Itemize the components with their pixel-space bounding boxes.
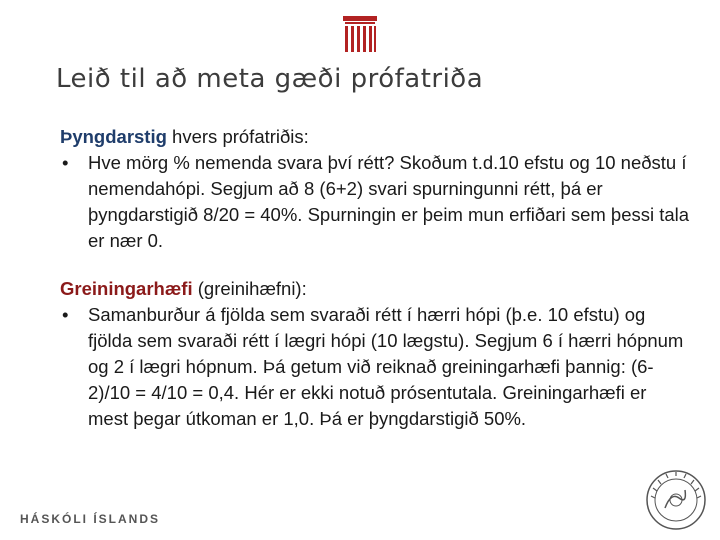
university-seal-icon [643,468,709,532]
bullet-text: Samanburður á fjölda sem svaraði rétt í hærri hópi (þ.e. 10 efstu) og fjölda sem svaraði rétt í lægri hópi (10 lægstu). Segjum 6 í hærri hópnum og 2 í lægri hópnum. Þá getum við reiknað greiningarhæfi þannig: (6-2)/10 = 4/10 = 0,4. Hér er ekki notuð prósentutala. Greiningarhæfi er mest þegar útkoman er 1,0. Þá er þyngdarstigið 50%. [88,304,684,429]
heading-rest: hvers prófatriðis: [166,126,309,147]
term-difficulty: Þyngdarstig [60,126,167,147]
bullet-item [60,302,690,432]
section-discrimination [60,276,690,432]
section-difficulty [60,124,690,254]
bullet-item [60,150,690,254]
slide-body [60,124,690,454]
university-logo-icon [337,14,383,54]
bullet-dot: • [62,152,69,173]
slide-title: Leið til að meta gæði prófatriða [56,64,484,94]
section-heading [60,124,690,150]
bullet-dot: • [62,304,69,325]
section-heading [60,276,690,302]
institution-name: HÁSKÓLI ÍSLANDS [20,512,161,526]
heading-rest: (greinihæfni): [192,278,307,299]
term-discrimination: Greiningarhæfi [60,278,193,299]
bullet-text: Hve mörg % nemenda svara því rétt? Skoðum t.d.10 efstu og 10 neðstu í nemendahópi. Segjum að 8 (6+2) svari spurningunni rétt, þá er þyngdarstigið 8/20 = 40%. Spurningin er þeim mun erfiðari sem þessi tala er nær 0. [88,152,690,251]
